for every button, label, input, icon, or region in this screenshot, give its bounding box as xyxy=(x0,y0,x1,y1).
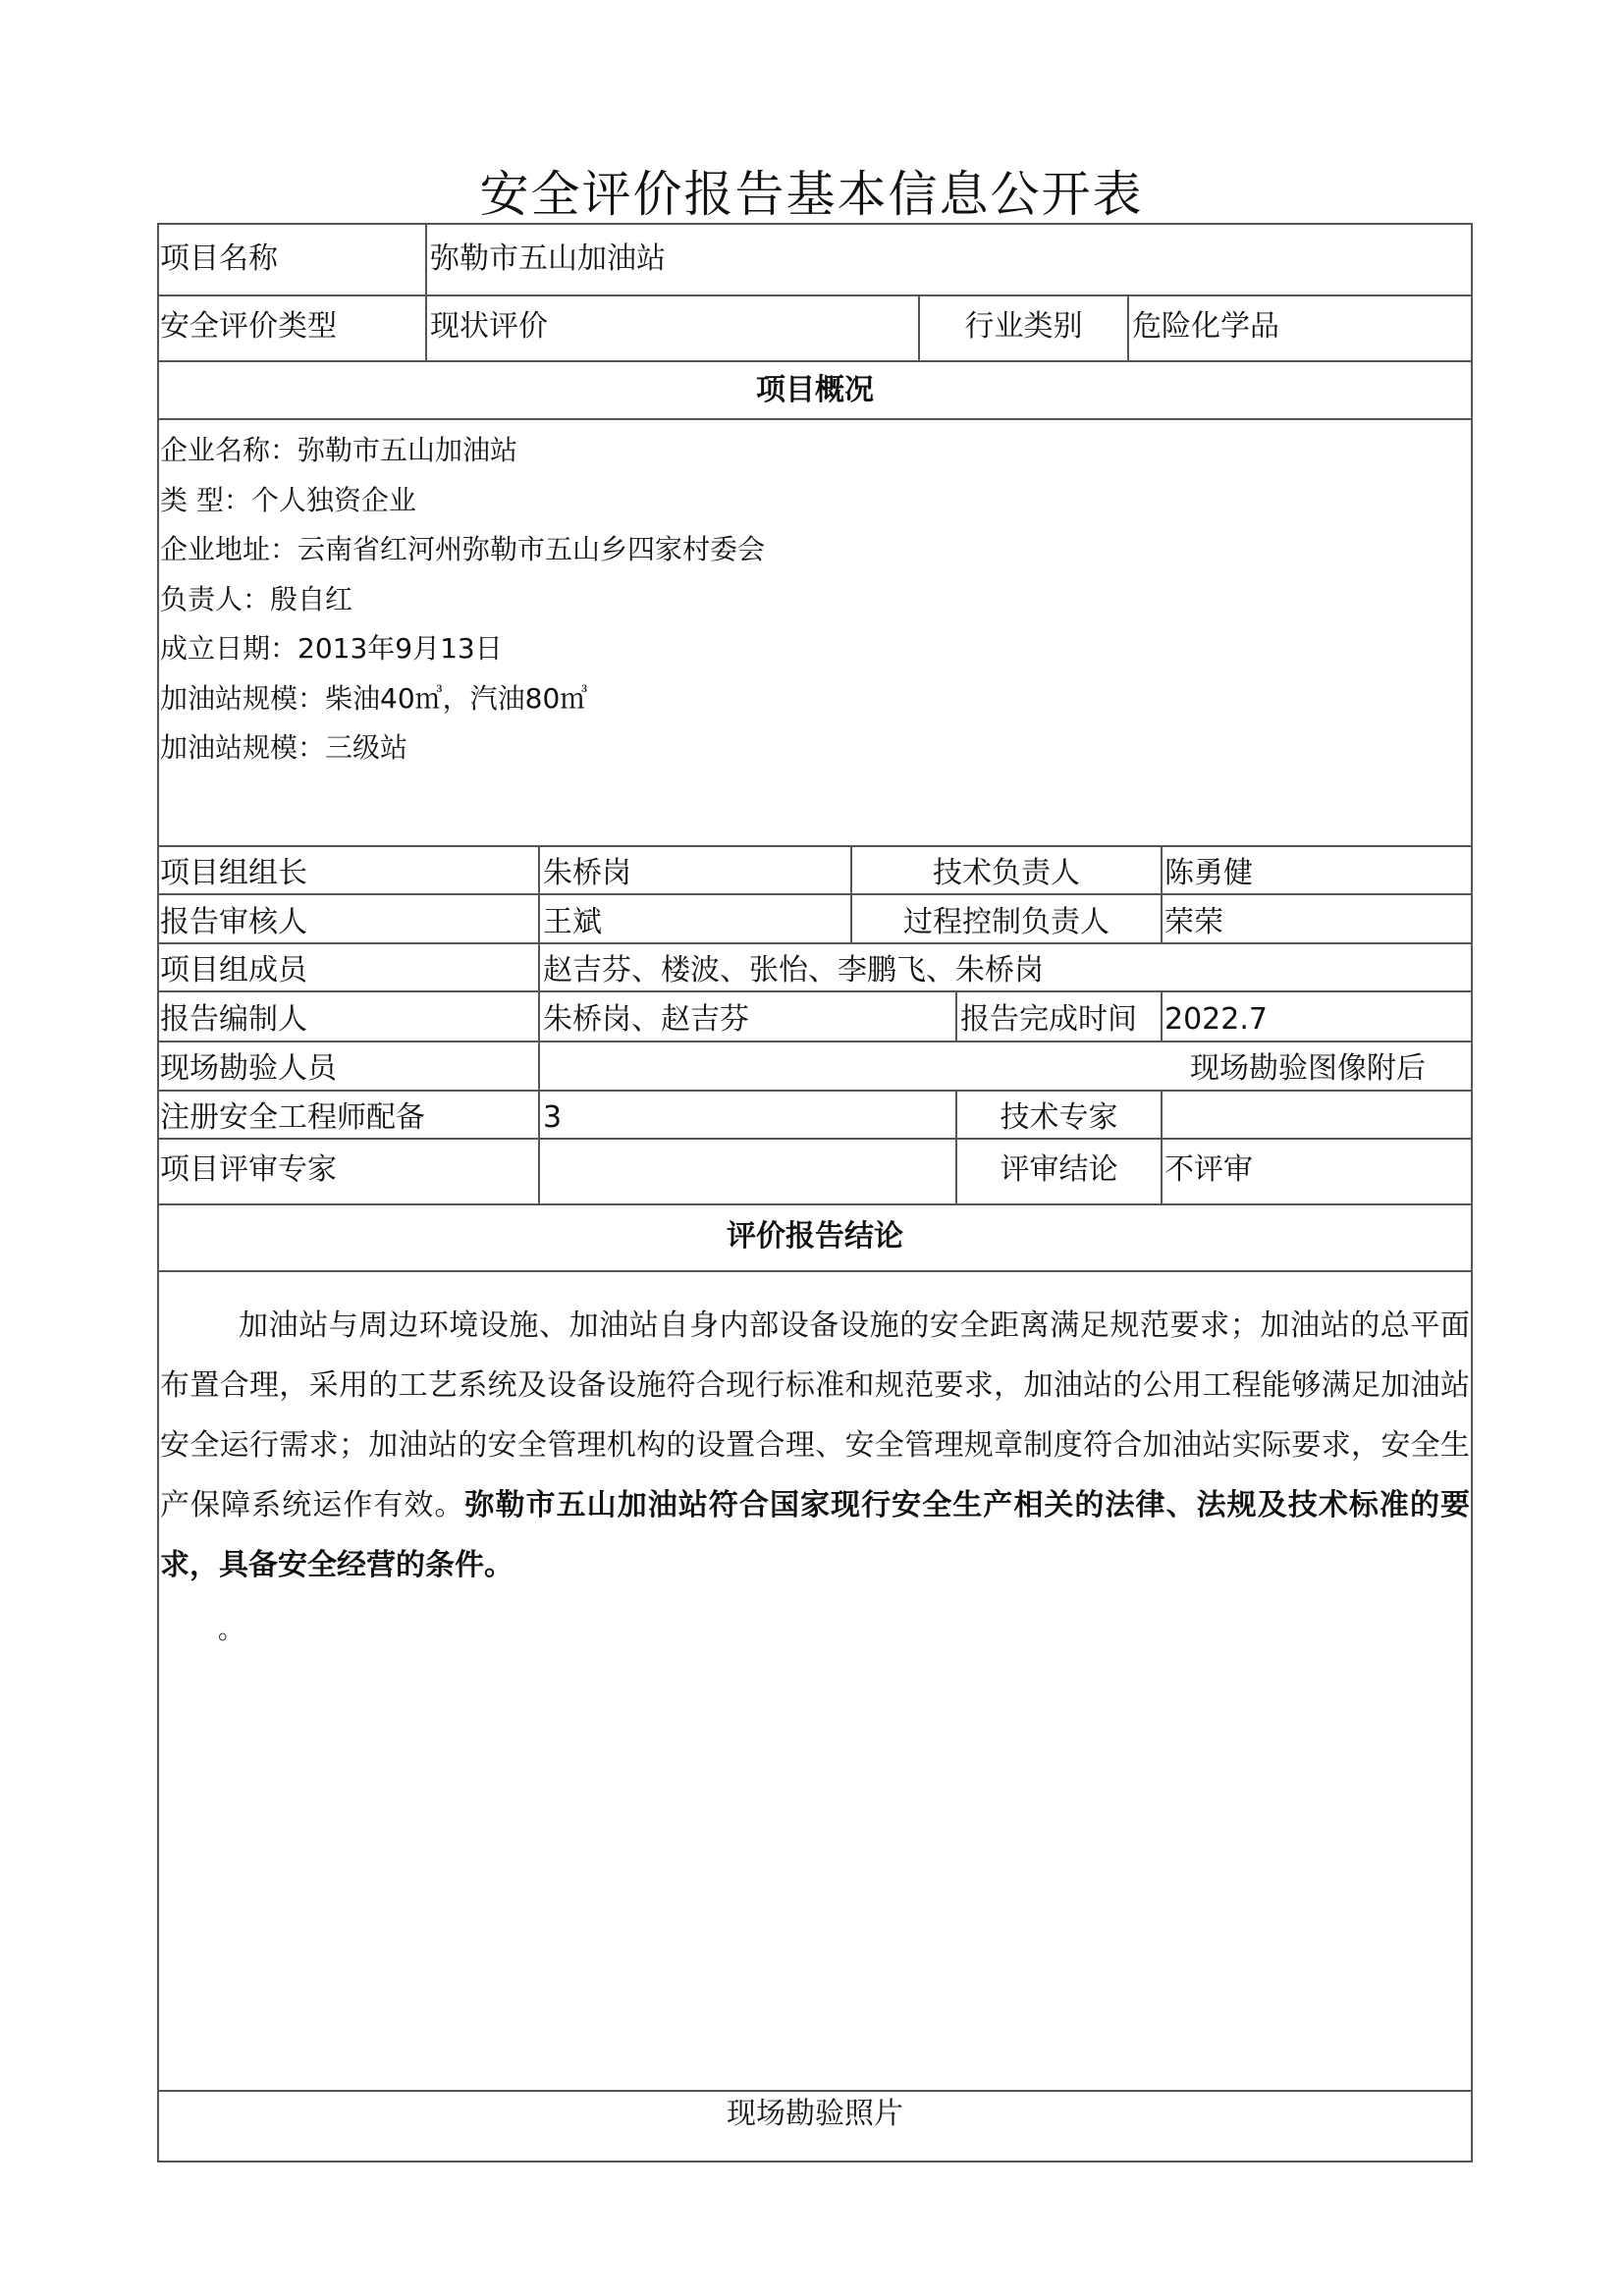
table-divider xyxy=(157,1090,1473,1092)
table-divider xyxy=(538,845,540,1203)
table-divider xyxy=(1161,1090,1163,1203)
conclusion-text: 加油站与周边环境设施、加油站自身内部设备设施的安全距离满足规范要求；加油站的总平面布置合理，采用的工艺系统及设备设施符合现行标准和规范要求，加油站的公用工程能够满足加油站安全运行需求；加油站的安全管理机构的设置合理、安全管理规章制度符合加油站实际要求，安全生产保障系统运作有效。 xyxy=(160,1308,1470,1522)
complete-label: 报告完成时间 xyxy=(960,1002,1137,1037)
project-name-label: 项目名称 xyxy=(160,241,278,276)
review-expert-label: 项目评审专家 xyxy=(160,1152,337,1187)
leader-value: 朱桥岗 xyxy=(543,856,631,890)
process-value: 荣荣 xyxy=(1164,905,1223,939)
table-divider xyxy=(157,1270,1473,1272)
site-photo-label: 现场勘验照片 xyxy=(727,2097,903,2131)
table-divider xyxy=(425,223,427,360)
review-result-label: 评审结论 xyxy=(1000,1152,1118,1187)
complete-value: 2022.7 xyxy=(1164,1002,1268,1037)
overview-line: 负责人：殷自红 xyxy=(160,583,353,615)
overview-line: 类 型：个人独资企业 xyxy=(160,484,416,516)
eval-type-value: 现状评价 xyxy=(430,309,548,344)
table-divider xyxy=(157,1138,1473,1140)
table-divider xyxy=(955,990,957,1041)
page-title: 安全评价报告基本信息公开表 xyxy=(479,166,1144,223)
industry-value: 危险化学品 xyxy=(1132,309,1279,344)
members-label: 项目组成员 xyxy=(160,953,307,988)
overview-line: 加油站规模：三级站 xyxy=(160,731,408,764)
survey-label: 现场勘验人员 xyxy=(160,1051,337,1086)
engineers-value: 3 xyxy=(543,1100,563,1135)
author-value: 朱桥岗、赵吉芬 xyxy=(543,1002,749,1037)
conclusion-paragraph xyxy=(160,1296,1470,1595)
overview-line: 企业名称：弥勒市五山加油站 xyxy=(160,434,518,466)
reviewer-label: 报告审核人 xyxy=(160,905,307,939)
survey-note: 现场勘验图像附后 xyxy=(1190,1051,1426,1086)
members-value: 赵吉芬、楼波、张怡、李鹏飞、朱桥岗 xyxy=(543,953,1044,988)
expert-label: 技术专家 xyxy=(1000,1100,1118,1135)
table-divider xyxy=(157,2090,1473,2092)
engineers-label: 注册安全工程师配备 xyxy=(160,1100,425,1135)
overview-heading: 项目概况 xyxy=(756,373,874,407)
table-divider xyxy=(1161,845,1163,942)
table-divider xyxy=(1161,990,1163,1041)
table-divider xyxy=(1127,294,1129,360)
process-label: 过程控制负责人 xyxy=(903,905,1109,939)
tech-lead-label: 技术负责人 xyxy=(933,856,1080,890)
overview-line: 企业地址：云南省红河州弥勒市五山乡四家村委会 xyxy=(160,533,766,565)
conclusion-trailing-mark: 。 xyxy=(218,1616,244,1645)
table-divider xyxy=(157,990,1473,992)
industry-label: 行业类别 xyxy=(964,309,1083,344)
reviewer-value: 王斌 xyxy=(543,905,602,939)
author-label: 报告编制人 xyxy=(160,1002,307,1037)
table-divider xyxy=(157,845,1473,847)
table-divider xyxy=(157,360,1473,362)
table-divider xyxy=(157,418,1473,420)
conclusion-bold-text: 弥勒市五山加油站符合国家现行安全生产相关的法律、法规及技术标准的要求，具备安全经营的条件。 xyxy=(160,1488,1471,1582)
leader-label: 项目组组长 xyxy=(160,856,307,890)
overview-line: 加油站规模：柴油40㎥，汽油80㎥ xyxy=(160,682,588,715)
review-result-value: 不评审 xyxy=(1164,1152,1253,1187)
overview-line: 成立日期：2013年9月13日 xyxy=(160,632,503,665)
table-divider xyxy=(157,942,1473,944)
eval-type-label: 安全评价类型 xyxy=(160,309,337,344)
tech-lead-value: 陈勇健 xyxy=(1164,856,1253,890)
table-divider xyxy=(157,893,1473,895)
table-divider xyxy=(157,1203,1473,1205)
table-divider xyxy=(157,1041,1473,1042)
table-divider xyxy=(157,294,1473,296)
project-name-value: 弥勒市五山加油站 xyxy=(430,241,666,276)
conclusion-heading: 评价报告结论 xyxy=(727,1219,903,1254)
